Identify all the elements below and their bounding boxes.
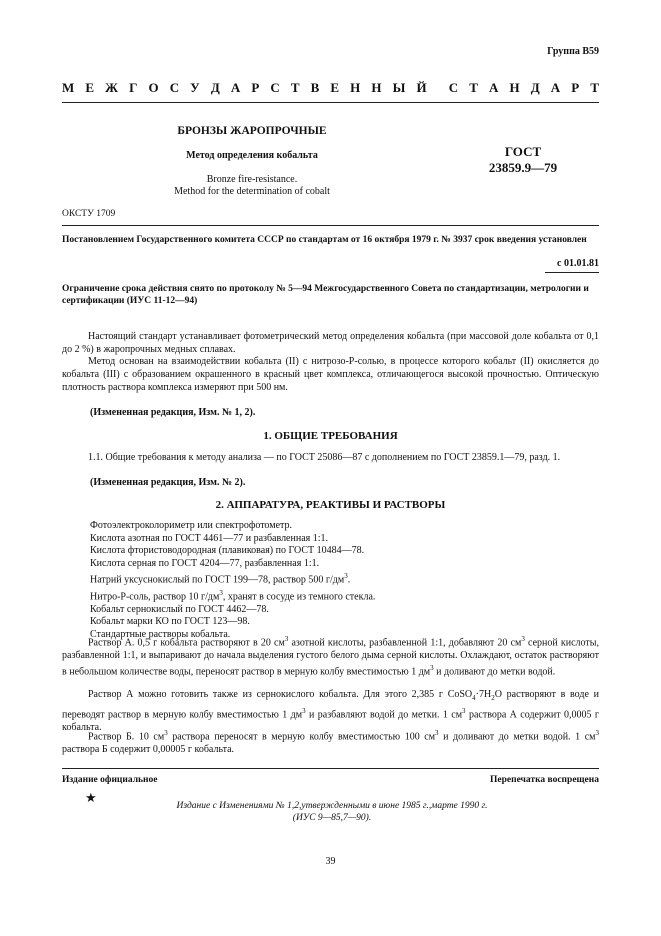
- banner-letter: Ж: [105, 80, 118, 95]
- amendment-note-1: (Измененная редакция, Изм. № 1, 2).: [90, 407, 256, 418]
- banner-letter: С: [169, 80, 180, 95]
- banner-letter: Н: [371, 80, 382, 95]
- banner-letter: У: [190, 80, 200, 95]
- banner-letter: Н: [509, 80, 520, 95]
- okstu-code: ОКСТУ 1709: [62, 209, 116, 219]
- banner-letter: Е: [85, 80, 95, 95]
- banner-letter: О: [148, 80, 159, 95]
- solution-a-alt-paragraph: Раствор А можно готовить также из сернокислого кобальта. Для этого 2,385 г $CoSO_4\cdot 7H_2O$ растворяют в воде и переводят раствор в мерную колбу вместимостью 1 $дм^3$ и разбавляют водой до метки. 1 $см^3$ раствора А содержит 0,0005 г кобальта.: [62, 689, 599, 734]
- footer-rule: [62, 768, 599, 769]
- banner-letter: Т: [469, 80, 478, 95]
- banner-letter: С: [448, 80, 459, 95]
- banner-letter: Т: [590, 80, 599, 95]
- section-2-heading: 2. АППАРАТУРА, РЕАКТИВЫ И РАСТВОРЫ: [215, 499, 446, 511]
- banner-letter: Д: [210, 80, 220, 95]
- list-item: Кислота фтористоводородная (плавиковая) по ГОСТ 10484—78.: [90, 545, 365, 556]
- intro-paragraph-2: Метод основан на взаимодействии кобальта (II) с нитрозо-Р-солью, в процессе которого кобальт (II) окисляется до кобальта (III) с образованием окрашенного в красный цвет комплекса, отличающегося высокой прочностью. Оптическую плотность раствора комплекса измеряют при 500 нм.: [62, 356, 599, 393]
- effective-date: с 01.01.81: [557, 258, 599, 269]
- banner-letter: А: [230, 80, 241, 95]
- banner-letter: Н: [350, 80, 361, 95]
- document-subtitle: Метод определения кобальта: [186, 150, 318, 161]
- banner-letter: Е: [330, 80, 340, 95]
- list-item: Нитро-Р-соль, раствор 10 $г/дм^3$, хранят в сосуде из темного стекла.: [90, 588, 376, 603]
- banner-letter: Й: [416, 80, 427, 95]
- solution-b-paragraph: Раствор Б. 10 $см^3$ раствора переносят в мерную колбу вместимостью 100 $см^3$ и доливают до метки водой. 1 $см^3$ раствора Б содержит 0,00005 г кобальта.: [62, 729, 599, 756]
- edition-note: Издание с Изменениями № 1,2,утвержденными в июне 1985 г.,марте 1990 г. (ИУС 9—85,7—90).: [176, 801, 488, 823]
- banner-letter: Р: [251, 80, 260, 95]
- interstate-standard-banner: [62, 80, 599, 100]
- gost-number: ГОСТ 23859.9—79: [488, 144, 558, 175]
- banner-letter: А: [550, 80, 561, 95]
- official-edition-label: Издание официальное: [62, 775, 158, 785]
- restriction-text: Ограничение срока действия снято по протоколу № 5—94 Межгосударственного Совета по стандартизации, метрологии и сертификации (ИУС 11-12—94): [62, 284, 589, 306]
- english-title: Bronze fire-resistance. Method for the determination of cobalt: [174, 174, 330, 197]
- header-rule: [62, 225, 599, 226]
- list-item: Стандартные растворы кобальта.: [90, 628, 231, 640]
- section-1-heading: 1. ОБЩИЕ ТРЕБОВАНИЯ: [263, 430, 398, 442]
- list-item: Кобальт сернокислый по ГОСТ 4462—78.: [90, 603, 269, 615]
- page-number: 39: [325, 856, 336, 867]
- reagents-list: [90, 520, 375, 641]
- banner-letter: Р: [571, 80, 580, 95]
- reprint-prohibited-label: Перепечатка воспрещена: [489, 775, 599, 785]
- list-item: Кислота азотная по ГОСТ 4461—77 и разбавленная 1:1.: [90, 532, 329, 544]
- banner-letter: Д: [530, 80, 540, 95]
- section-1-text: 1.1. Общие требования к методу анализа — по ГОСТ 25086—87 с дополнением по ГОСТ 23859.1—79, разд. 1.: [88, 452, 561, 463]
- banner-letter: С: [270, 80, 280, 95]
- intro-paragraph-1: Настоящий стандарт устанавливает фотометрический метод определения кобальта (при массовой доле кобальта от 0,1 до 2 %) в жаропрочных медных сплавах.: [62, 331, 599, 355]
- banner-letter: Г: [129, 80, 138, 95]
- banner-letter: В: [310, 80, 320, 95]
- banner-letter: М: [62, 80, 75, 95]
- banner-letter: Ы: [392, 80, 406, 95]
- banner-rule: [62, 102, 599, 103]
- solution-a-paragraph: Раствор А. 0,5 г кобальта растворяют в 20 $см^3$ азотной кислоты, разбавленной 1:1, добавляют 20 $см^3$ серной кислоты, разбавленной 1:1, и выпаривают до начала выделения густого белого дыма серной кислоты. Охлаждают, остаток растворяют в небольшом количестве воды, переносят раствор в мерную колбу вместимостью 1 $дм^3$ и доливают до метки водой.: [62, 635, 599, 678]
- star-icon: ★: [85, 790, 97, 805]
- amendment-note-2: (Измененная редакция, Изм. № 2).: [90, 477, 246, 488]
- list-item: Натрий уксуснокислый по ГОСТ 199—78, раствор 500 $г/дм^3$.: [90, 572, 351, 586]
- list-item: Фотоэлектроколориметр или спектрофотометр.: [90, 520, 293, 531]
- decree-text: Постановлением Государственного комитета СССР по стандартам от 16 октября 1979 г. № 3937 срок введения установлен: [62, 235, 587, 245]
- date-rule: [545, 272, 599, 273]
- group-code: Группа В59: [547, 46, 599, 57]
- banner-letter: А: [489, 80, 499, 95]
- list-item: Кислота серная по ГОСТ 4204—77, разбавленная 1:1.: [90, 557, 320, 569]
- document-title: БРОНЗЫ ЖАРОПРОЧНЫЕ: [177, 125, 327, 137]
- list-item: Кобальт марки КО по ГОСТ 123—98.: [90, 616, 250, 628]
- banner-letter: Т: [290, 80, 300, 95]
